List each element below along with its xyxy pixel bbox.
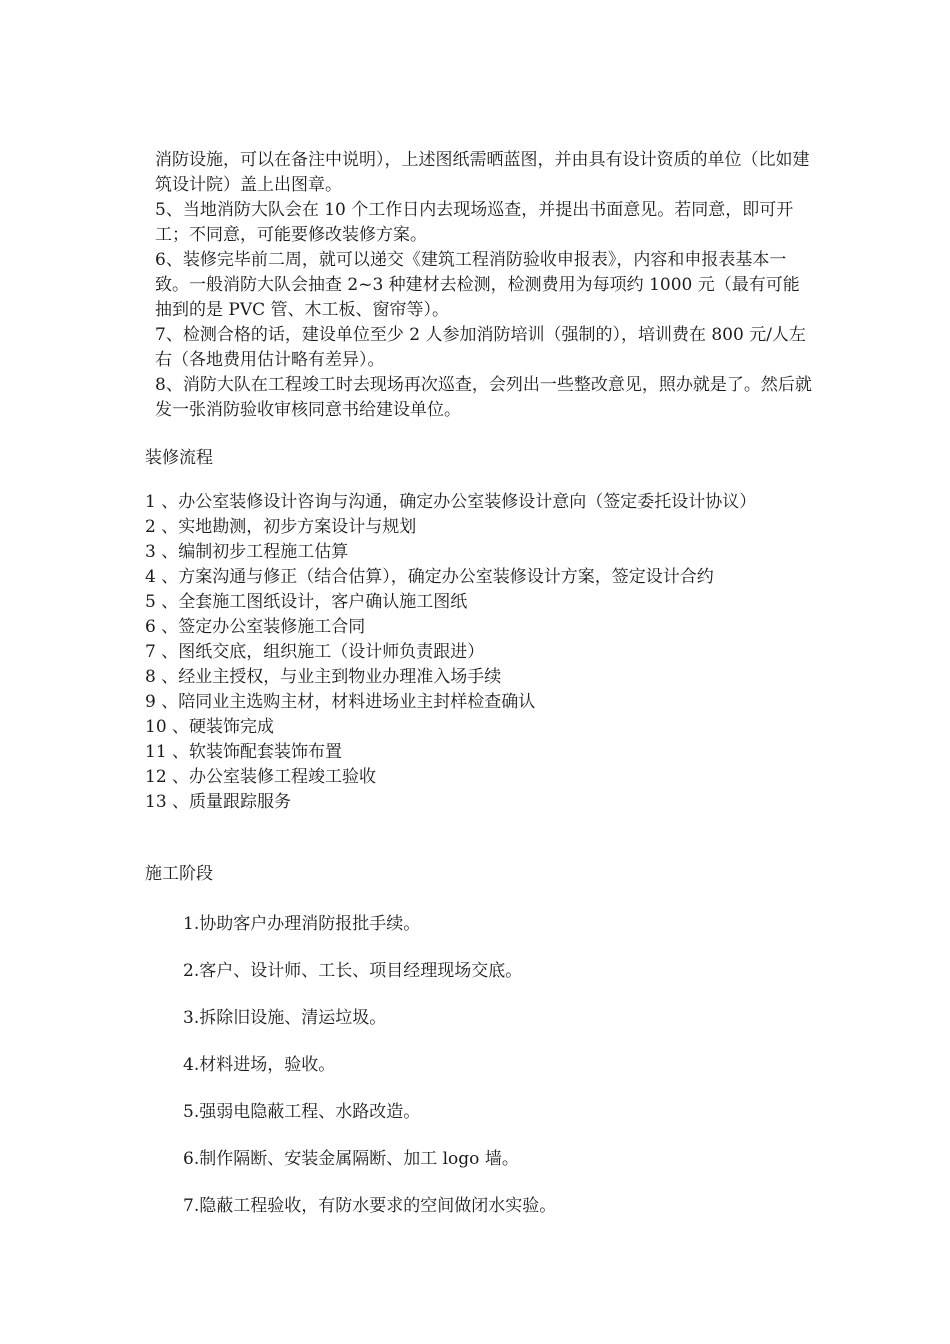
flow-list-item: 5 、全套施工图纸设计，客户确认施工图纸	[145, 592, 468, 612]
stage-list-item: 6.制作隔断、安装金属隔断、加工 logo 墙。	[183, 1149, 519, 1169]
flow-list-item: 12 、办公室装修工程竣工验收	[145, 767, 377, 787]
flow-section-title: 装修流程	[145, 448, 213, 468]
flow-list-item: 3 、编制初步工程施工估算	[145, 542, 349, 562]
stage-list-item: 5.强弱电隐蔽工程、水路改造。	[183, 1102, 421, 1122]
flow-list-item: 11 、软装饰配套装饰布置	[145, 742, 343, 762]
flow-list-item: 8 、经业主授权，与业主到物业办理准入场手续	[145, 667, 502, 687]
intro-paragraph: 6、装修完毕前二周，就可以递交《建筑工程消防验收申报表》，内容和申报表基本一致。一般消防大队会抽查 2~3 种建材去检测，检测费用为每项约 1000 元（最有可能抽到的是 PVC 管、木工板、窗帘等）。	[155, 250, 800, 320]
intro-paragraph: 8、消防大队在工程竣工时去现场再次巡查，会列出一些整改意见，照办就是了。然后就发一张消防验收审核同意书给建设单位。	[155, 375, 812, 420]
flow-list-item: 1 、办公室装修设计咨询与沟通，确定办公室装修设计意向（签定委托设计协议）	[145, 492, 757, 512]
stages-section-title: 施工阶段	[145, 864, 213, 884]
flow-list-item: 6 、签定办公室装修施工合同	[145, 617, 366, 637]
stage-list-item: 4.材料进场，验收。	[183, 1055, 336, 1075]
stage-list-item: 3.拆除旧设施、清运垃圾。	[183, 1008, 387, 1028]
stage-list-item: 7.隐蔽工程验收，有防水要求的空间做闭水实验。	[183, 1196, 557, 1216]
intro-paragraph: 7、检测合格的话，建设单位至少 2 人参加消防培训（强制的），培训费在 800 元/人左右（各地费用估计略有差异）。	[155, 325, 806, 370]
flow-list-item: 2 、实地勘测，初步方案设计与规划	[145, 517, 417, 537]
flow-list	[145, 490, 815, 815]
stage-list-item: 2.客户、设计师、工长、项目经理现场交底。	[183, 961, 523, 981]
intro-paragraph: 5、当地消防大队会在 10 个工作日内去现场巡查，并提出书面意见。若同意，即可开工；不同意，可能要修改装修方案。	[155, 200, 794, 245]
stage-list-item: 1.协助客户办理消防报批手续。	[183, 914, 421, 934]
flow-list-item: 7 、图纸交底，组织施工（设计师负责跟进）	[145, 642, 485, 662]
stage-list	[183, 912, 803, 1241]
flow-list-item: 9 、陪同业主选购主材，材料进场业主封样检查确认	[145, 692, 536, 712]
intro-paragraph: 消防设施，可以在备注中说明），上述图纸需晒蓝图，并由具有设计资质的单位（比如建筑设计院）盖上出图章。	[155, 150, 810, 195]
flow-list-item: 13 、质量跟踪服务	[145, 792, 292, 812]
flow-list-item: 4 、方案沟通与修正（结合估算），确定办公室装修设计方案，签定设计合约	[145, 567, 714, 587]
intro-paragraphs	[155, 148, 815, 423]
flow-list-item: 10 、硬装饰完成	[145, 717, 275, 737]
